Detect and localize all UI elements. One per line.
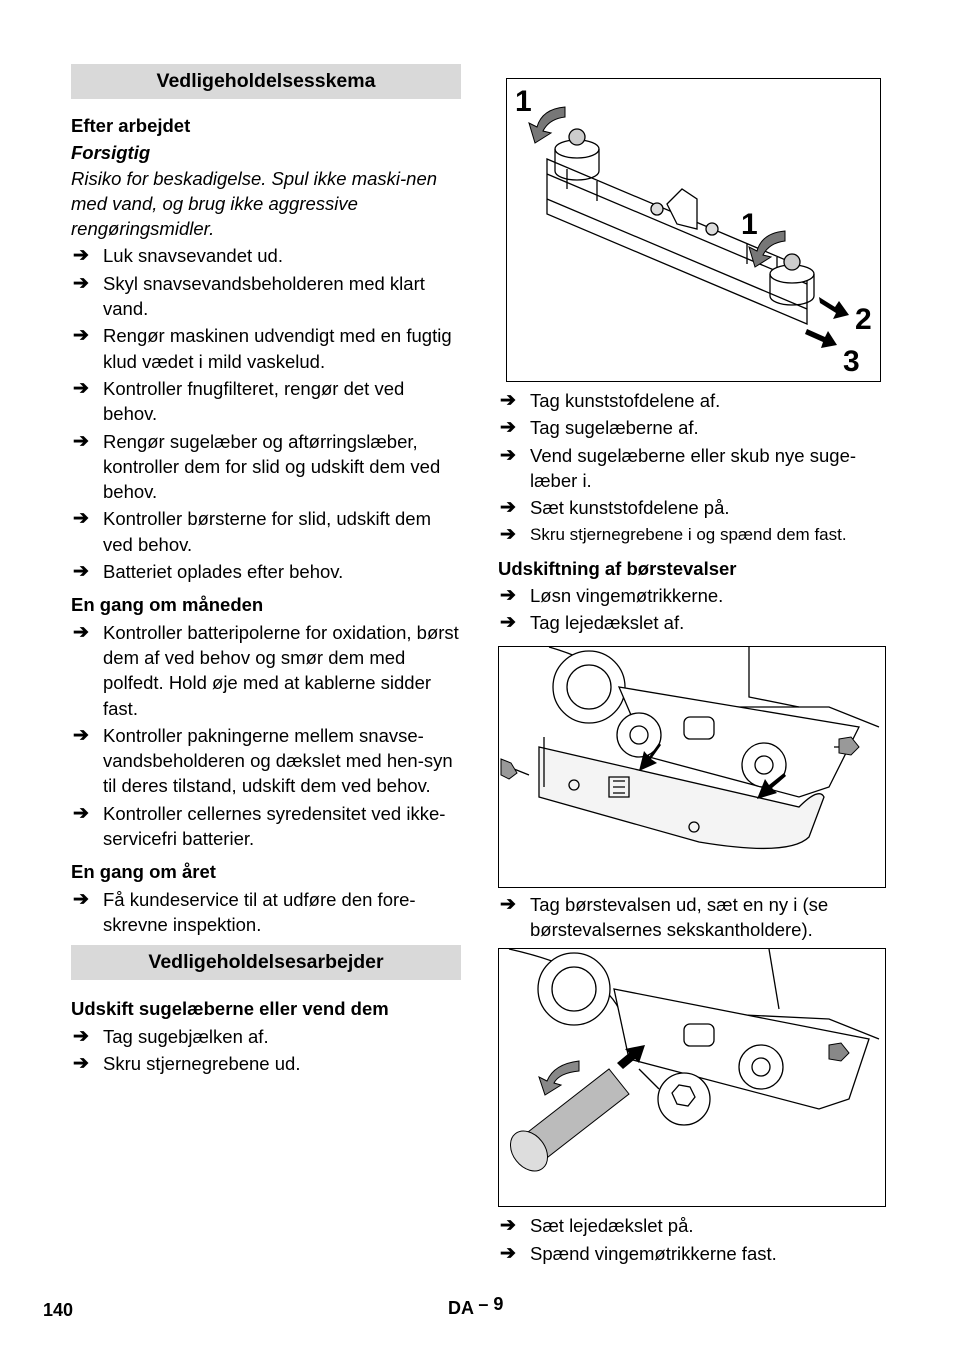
list-item: ➔ Skyl snavsevandsbeholderen med klart vand. [73, 272, 425, 320]
callout-3: 3 [843, 345, 860, 378]
brush-final-list [498, 1213, 886, 1266]
arrow-right-icon: ➔ [73, 724, 89, 746]
right-column [498, 78, 886, 1268]
squeegee-steps-list [498, 388, 886, 548]
yearly-list [71, 887, 461, 938]
arrow-right-icon: ➔ [500, 417, 516, 439]
language-code: DA [448, 1298, 474, 1318]
caution-label: Forsigtig [71, 142, 151, 164]
arrow-right-icon: ➔ [73, 377, 89, 399]
heading-monthly: En gang om måneden [71, 594, 264, 616]
list-item: ➔ Kontroller batteripolerne for oxidation, børst dem af ved behov og smør dem med polfedt. Hold øje med at kablerne sidder fast. [73, 621, 459, 719]
list-item: ➔ Skru stjernegrebene i og spænd dem fast. [498, 522, 886, 547]
arrow-right-icon: ➔ [73, 621, 89, 643]
list-item: ➔ Batteriet oplades efter behov. [71, 559, 461, 584]
heading-after-work: Efter arbejdet [71, 115, 191, 136]
section-title-maintenance-work: Vedligeholdelsesarbejder [71, 945, 461, 980]
arrow-right-icon: ➔ [73, 272, 89, 294]
arrow-right-icon: ➔ [500, 390, 516, 411]
left-column [71, 64, 461, 1078]
list-item: ➔ Vend sugelæberne eller skub nye suge-læber i. [500, 444, 857, 491]
arrow-right-icon: ➔ [73, 561, 89, 583]
arrow-right-icon: ➔ [73, 245, 89, 267]
arrow-right-icon: ➔ [500, 612, 516, 634]
replace-lips-list [71, 1024, 461, 1077]
list-item: ➔ Tag børstevalsen ud, sæt en ny i (se børstevalsernes sekskantholdere). [500, 893, 829, 940]
arrow-right-icon: ➔ [73, 1025, 89, 1047]
heading-replace-lips: Udskift sugelæberne eller vend dem [71, 998, 389, 1020]
after-work-list [71, 243, 461, 584]
list-item: ➔ Spænd vingemøtrikkerne fast. [498, 1241, 886, 1266]
arrow-right-icon: ➔ [500, 585, 516, 607]
list-item: ➔ Tag sugebjælken af. [71, 1024, 461, 1049]
list-item: ➔ Skru stjernegrebene ud. [71, 1051, 461, 1076]
list-item: ➔ Kontroller fnugfilteret, rengør det ved behov. [73, 377, 405, 425]
list-item: ➔ Kontroller cellernes syredensitet ved ikke-servicefri batterier. [73, 802, 446, 850]
arrow-right-icon: ➔ [500, 497, 516, 519]
arrow-right-icon: ➔ [73, 888, 89, 910]
bearing-cover-drawing [499, 647, 885, 887]
list-item: ➔ Få kundeservice til at udføre den fore-skrevne inspektion. [73, 888, 416, 935]
squeegee-figure [506, 78, 881, 382]
arrow-right-icon: ➔ [500, 444, 516, 466]
list-item: ➔ Kontroller børsterne for slid, udskift dem ved behov. [73, 508, 431, 555]
callout-1a: 1 [515, 85, 532, 118]
caution-text: Risiko for beskadigelse. Spul ikke maski-nen med vand, og brug ikke aggressive rengøringsmidler. [71, 167, 438, 240]
arrow-right-icon: ➔ [500, 893, 516, 915]
brush-steps-list [498, 583, 886, 636]
arrow-right-icon: ➔ [500, 1215, 516, 1237]
list-item: ➔ Rengør maskinen udvendigt med en fugtig klud vædet i mild vaskelud. [73, 325, 452, 372]
brush-roller-drawing [499, 949, 885, 1206]
arrow-right-icon: ➔ [73, 325, 89, 347]
arrow-right-icon: ➔ [73, 802, 89, 824]
heading-yearly: En gang om året [71, 861, 216, 883]
list-item: ➔ Tag sugelæberne af. [498, 415, 886, 440]
arrow-right-icon: ➔ [73, 1052, 89, 1074]
section-title-maintenance-schedule: Vedligeholdelsesskema [71, 64, 461, 99]
callout-2: 2 [855, 303, 872, 336]
callout-1b: 1 [741, 208, 758, 241]
page-number: 140 [43, 1300, 74, 1320]
arrow-right-icon: ➔ [500, 524, 516, 546]
brush-remove-list [498, 892, 886, 943]
arrow-right-icon: ➔ [73, 508, 89, 530]
list-item: ➔ Sæt lejedækslet på. [498, 1213, 886, 1238]
brush-roller-figure [498, 948, 886, 1207]
squeegee-drawing [507, 79, 880, 381]
list-item: ➔ Sæt kunststofdelene på. [498, 495, 886, 520]
arrow-right-icon: ➔ [500, 1242, 516, 1264]
section-page: – 9 [478, 1294, 504, 1314]
list-item: ➔ Luk snavsevandet ud. [71, 243, 461, 268]
heading-brush-replacement: Udskiftning af børstevalser [498, 557, 737, 579]
monthly-list [71, 620, 461, 852]
list-item: ➔ Kontroller pakningerne mellem snavse-vandsbeholderen og dækslet med hen-syn til deres tilstand, udskift dem ved behov. [73, 724, 453, 797]
list-item: ➔ Rengør sugelæber og aftørringslæber, kontroller dem for slid og udskift dem ved behov. [73, 430, 441, 503]
list-item: ➔ Løsn vingemøtrikkerne. [498, 583, 886, 608]
list-item: ➔ Tag lejedækslet af. [498, 610, 886, 635]
arrow-right-icon: ➔ [73, 430, 89, 452]
list-item: ➔ Tag kunststofdelene af. [498, 388, 886, 413]
bearing-cover-figure [498, 646, 886, 888]
footer-language [448, 1296, 503, 1321]
